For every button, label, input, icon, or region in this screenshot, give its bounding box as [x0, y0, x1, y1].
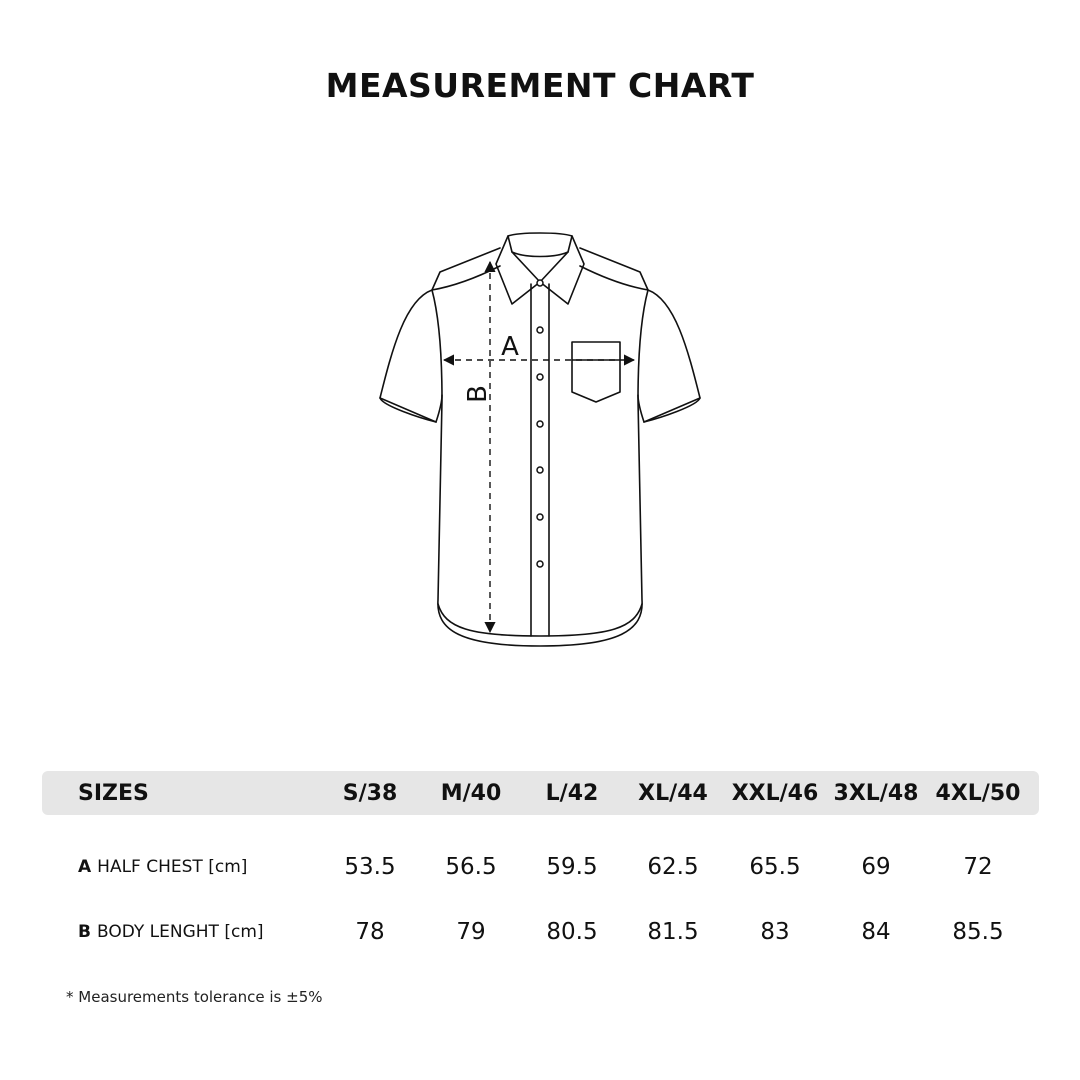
label-a: A	[501, 332, 519, 362]
table-cell: 69	[861, 854, 891, 880]
shirt-icon	[360, 220, 720, 660]
table-cell: 79	[456, 919, 486, 945]
table-cell: 84	[861, 919, 891, 945]
table-cell: 72	[963, 854, 993, 880]
table-cell: 59.5	[546, 854, 598, 880]
row-label-body-length	[78, 919, 264, 945]
table-cell: 83	[760, 919, 790, 945]
size-header: 4XL/50	[935, 781, 1021, 806]
size-header: 3XL/48	[833, 781, 919, 806]
table-cell: 80.5	[546, 919, 598, 945]
size-header: L/42	[545, 781, 599, 806]
row-label-text: HALF CHEST [cm]	[97, 857, 248, 877]
size-header: XXL/46	[731, 781, 819, 806]
size-header: M/40	[440, 781, 502, 806]
table-cell: 78	[355, 919, 385, 945]
table-cell: 56.5	[445, 854, 497, 880]
table-cell: 65.5	[749, 854, 801, 880]
shirt-illustration	[360, 220, 720, 660]
table-cell: 81.5	[647, 919, 699, 945]
table-cell: 85.5	[952, 919, 1004, 945]
size-header: S/38	[342, 781, 398, 806]
size-header: XL/44	[638, 781, 708, 806]
label-b: B	[463, 385, 493, 403]
table-cell: 53.5	[344, 854, 396, 880]
row-letter: B	[78, 922, 91, 942]
tolerance-note: * Measurements tolerance is ±5%	[66, 988, 323, 1006]
row-label-half-chest	[78, 854, 247, 880]
table-cell: 62.5	[647, 854, 699, 880]
row-letter: A	[78, 857, 92, 877]
row-label-text: BODY LENGHT [cm]	[96, 922, 264, 942]
sizes-heading: SIZES	[78, 781, 149, 806]
page-title: MEASUREMENT CHART	[325, 66, 755, 105]
